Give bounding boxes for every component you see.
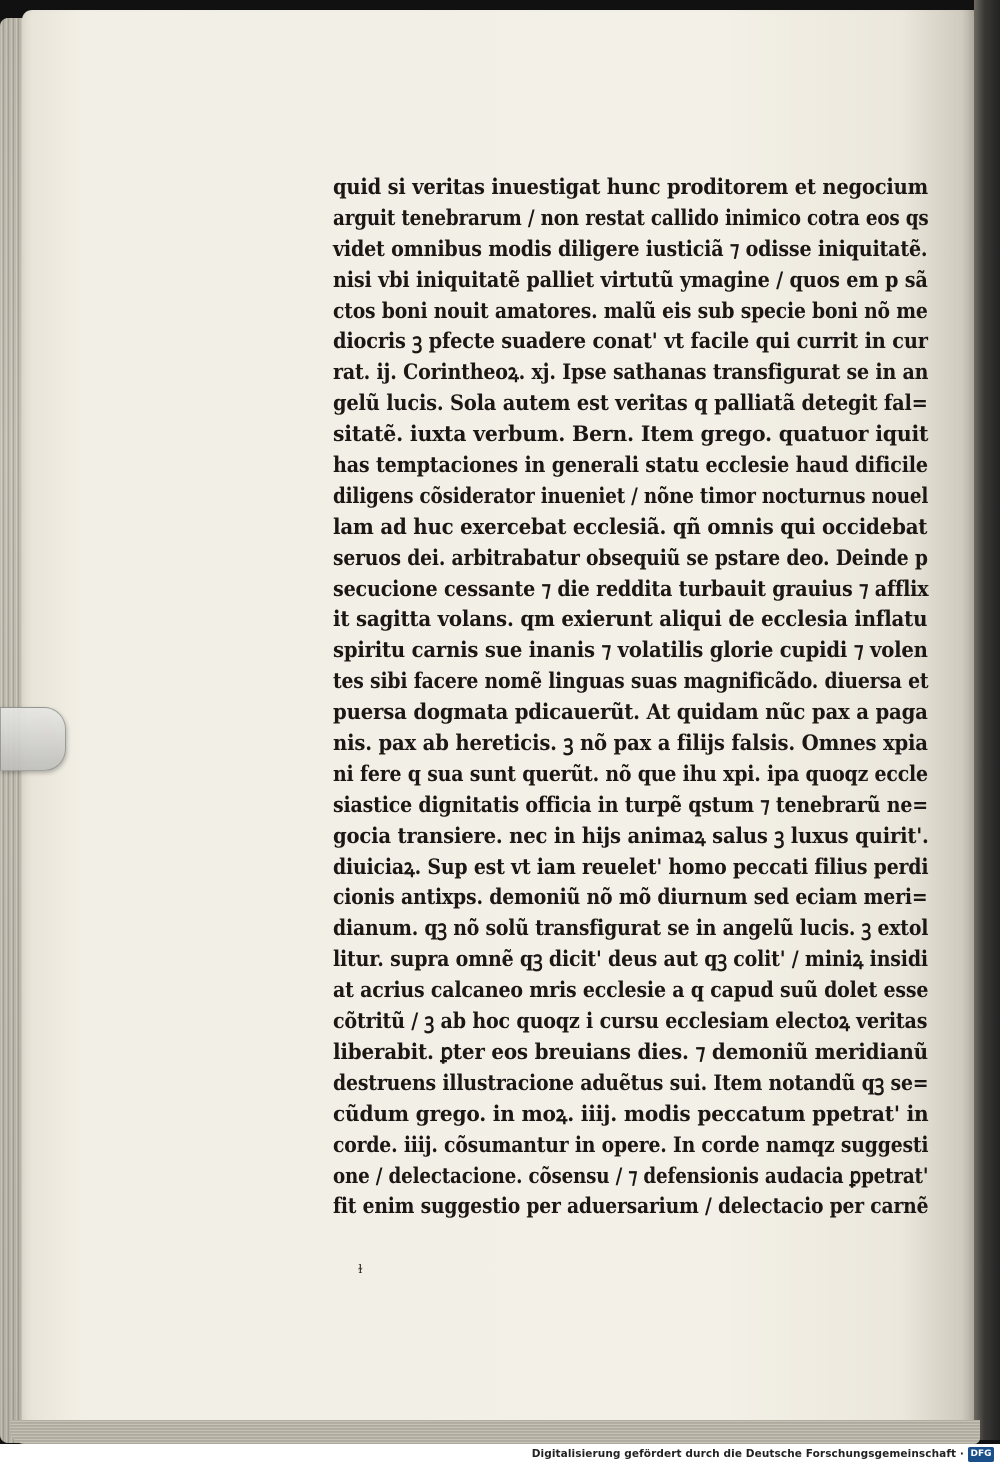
text-line: liberabit. ꝑter eos breuians dies. ⁊ demoniũ meridianũ (333, 1038, 928, 1064)
text-line: puersa dogmata pdicauerũt. At quidam nũc pax a paga (333, 699, 928, 725)
text-line: arguit tenebrarum / non restat callido inimico cotra eos qs (333, 204, 929, 230)
text-line: seruos dei. arbitrabatur obsequiũ se pstare deo. Deinde p (333, 544, 928, 570)
text-line: gocia transiere. nec in hijs animaꝝ salus ꝫ luxus quirit'. (333, 822, 929, 848)
text-line: diligens cõsiderator inueniet / nõne timor nocturnus nouel (333, 482, 929, 508)
book-gutter (974, 0, 1000, 1440)
text-line: dianum. qꝫ nõ solũ transfigurat se in angelũ lucis. ꝫ extol (333, 915, 929, 941)
book-bottom-edge (10, 1420, 980, 1444)
text-line: destruens illustracione aduẽtus sui. Item notandũ qꝫ se= (333, 1069, 929, 1095)
text-line: gelũ lucis. Sola autem est veritas q palliatã detegit fal= (333, 390, 928, 416)
text-line: cõtritũ / ꝫ ab hoc quoqz i cursu ecclesiam electoꝝ veritas (333, 1008, 928, 1034)
text-line: at acrius calcaneo mris ecclesie a q capud suũ dolet esse (333, 977, 929, 1003)
text-line: it sagitta volans. qm exierunt aliqui de ecclesia inflatu (333, 606, 928, 632)
dfg-logo-icon: DFG (968, 1447, 994, 1462)
text-line: ni fere q sua sunt querũt. nõ que ihu xpi. ipa quoqz eccle (333, 760, 928, 786)
text-line: fit enim suggestio per aduersarium / delectacio per carnẽ (333, 1193, 929, 1219)
text-line: cũdum grego. in moꝝ. iiij. modis peccatum ppetrat' in (333, 1100, 929, 1126)
text-line: has temptaciones in generali statu ecclesie haud dificile (333, 452, 928, 478)
text-line: nisi vbi iniquitatẽ palliet virtutũ ymagine / quos em p sã (333, 266, 928, 292)
text-line: cionis antixps. demoniũ nõ mõ diurnum sed eciam meri= (333, 884, 928, 910)
text-line: ctos boni nouit amatores. malũ eis sub specie boni nõ me (333, 297, 928, 323)
text-line: nis. pax ab hereticis. ꝫ nõ pax a filijs falsis. Omnes xpia (333, 730, 928, 756)
text-line: videt omnibus modis diligere iusticiã ⁊ odisse iniquitatẽ. (333, 235, 928, 261)
text-line: one / delectacione. cõsensu / ⁊ defensionis audacia ꝑpetrat' (333, 1162, 929, 1188)
footer-bar (0, 1444, 1000, 1467)
funding-credit: Digitalisierung gefördert durch die Deutsche Forschungsgemeinschaft · (531, 1448, 964, 1460)
text-line: siastice dignitatis officia in turpẽ qstum ⁊ tenebrarũ ne= (333, 791, 928, 817)
text-line: rat. ij. Corintheoꝝ. xj. Ipse sathanas transfigurat se in an (333, 359, 929, 385)
text-line: diocris ꝫ pfecte suadere conat' vt facile qui currit in cur (333, 328, 928, 354)
text-line: lam ad huc exercebat ecclesiã. qñ omnis qui occidebat (333, 513, 928, 539)
text-line: diuiciaꝝ. Sup est vt iam reuelet' homo peccati filius perdi (333, 853, 929, 879)
folio-mark: ɫ (358, 1262, 363, 1276)
text-line: sitatẽ. iuxta verbum. Bern. Item grego. quatuor iquit (333, 421, 929, 447)
text-line: spiritu carnis sue inanis ⁊ volatilis glorie cupidi ⁊ volen (333, 637, 928, 663)
text-line: secucione cessante ⁊ die reddita turbauit grauius ⁊ afflix (333, 575, 929, 601)
text-line: corde. iiij. cõsumantur in opere. In corde namqz suggesti (333, 1131, 929, 1157)
page-clip (0, 707, 66, 771)
text-line: tes sibi facere nomẽ linguas suas magnificãdo. diuersa et (333, 668, 929, 694)
page-text-block (333, 172, 933, 1222)
text-line: litur. supra omnẽ qꝫ dicit' deus aut qꝫ colit' / miniꝝ insidi (333, 946, 928, 972)
text-line: quid si veritas inuestigat hunc proditorem et negocium (333, 174, 929, 199)
